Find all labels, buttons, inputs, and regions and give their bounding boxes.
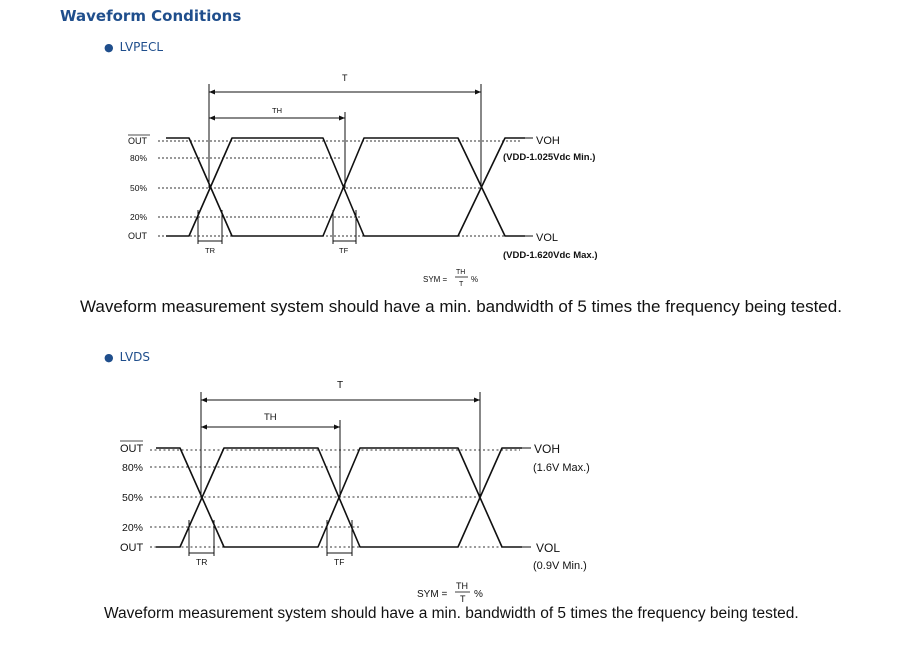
t-label: T (342, 73, 348, 83)
bullet-label: LVPECL (119, 40, 164, 54)
sym-numerator: TH (456, 581, 468, 591)
bullet-dot-icon: ● (104, 41, 114, 54)
tr-label: TR (205, 246, 215, 255)
bandwidth-note-lvds: Waveform measurement system should have a min. bandwidth of 5 times the frequency being tested. (104, 605, 799, 622)
tr-label: TR (196, 557, 208, 567)
level-20-label: 20% (130, 212, 148, 222)
sym-percent: % (471, 275, 479, 284)
sym-prefix: SYM = (423, 275, 448, 284)
sym-denominator: T (460, 594, 466, 604)
bullet-dot-icon: ● (104, 351, 114, 364)
bullet-lvpecl (104, 40, 163, 54)
voh-label: VOH (534, 442, 561, 456)
out-bar-label: OUT (128, 136, 147, 146)
out-label: OUT (120, 542, 144, 554)
bullet-label: LVDS (119, 350, 151, 364)
vol-label: VOL (536, 232, 559, 244)
level-80-label: 80% (130, 153, 148, 163)
sym-numerator: TH (456, 269, 466, 276)
voh-note: (VDD-1.025Vdc Min.) (503, 152, 596, 163)
waveform-out-bar (156, 448, 522, 547)
th-arrow-right-icon (334, 425, 340, 430)
th-label: TH (264, 412, 277, 423)
th-arrow-left-icon (201, 425, 207, 430)
lvds-waveform-diagram (0, 370, 918, 605)
tf-label: TF (334, 557, 345, 567)
tf-label: TF (339, 246, 349, 255)
level-80-label: 80% (122, 462, 144, 474)
t-arrow-left-icon (201, 398, 207, 403)
th-arrow-right-icon (339, 116, 345, 121)
lvpecl-waveform-diagram (0, 60, 918, 295)
t-label: T (337, 380, 344, 391)
sym-percent: % (474, 589, 483, 600)
level-20-label: 20% (122, 522, 144, 534)
sym-denominator: T (459, 281, 464, 288)
voh-note: (1.6V Max.) (533, 462, 590, 474)
t-arrow-right-icon (475, 90, 481, 95)
level-50-label: 50% (122, 492, 144, 504)
bandwidth-note-lvpecl: Waveform measurement system should have a min. bandwidth of 5 times the frequency being tested. (80, 297, 842, 316)
bullet-lvds (104, 350, 150, 364)
out-label: OUT (128, 231, 147, 241)
vol-note: (0.9V Min.) (533, 560, 587, 572)
page-title: Waveform Conditions (60, 7, 242, 25)
th-arrow-left-icon (209, 116, 215, 121)
vol-label: VOL (536, 541, 561, 555)
t-arrow-right-icon (474, 398, 480, 403)
level-50-label: 50% (130, 183, 148, 193)
th-label: TH (272, 106, 282, 115)
voh-label: VOH (536, 135, 560, 147)
out-bar-label: OUT (120, 443, 144, 455)
sym-prefix: SYM = (417, 589, 448, 600)
vol-note: (VDD-1.620Vdc Max.) (503, 250, 598, 261)
t-arrow-left-icon (209, 90, 215, 95)
